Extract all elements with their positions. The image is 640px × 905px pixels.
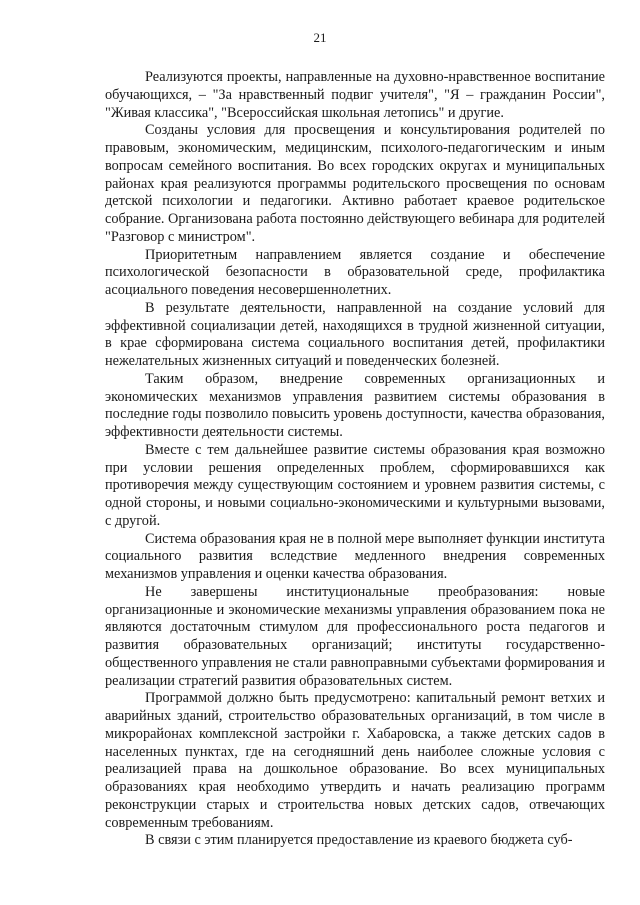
paragraph-4: В результате деятельности, направленной на создание условий для эффективной социализации детей, находящихся в трудной жизненной ситуации, в крае сформирована система социального воспитания детей, профилактики нежелательных жизненных ситуаций и поведенческих болезней.	[105, 299, 605, 369]
paragraph-9: Программой должно быть предусмотрено: капитальный ремонт ветхих и аварийных зданий, строительство образовательных организаций, в том числе в микрорайонах комплексной застройки г. Хабаровска, а также детских садов в населенных пунктах, где на сегодняшний день наиболее сложные условия с реализацией права на дошкольное образование. Во всех муниципальных образованиях края необходимо утвердить и начать реализацию программ реконструкции старых и строительства новых детских садов, отвечающих современным требованиям.	[105, 690, 605, 831]
page-number: 21	[313, 30, 327, 45]
paragraph-3: Приоритетным направлением является создание и обеспечение психологической безопасности в образовательной среде, профилактика асоциального поведения несовершеннолетних.	[105, 246, 605, 298]
paragraph-1: Реализуются проекты, направленные на духовно-нравственное воспитание обучающихся, – "За нравственный подвиг учителя", "Я – гражданин России", "Живая классика", "Всероссийская школьная летопись" и другие.	[105, 69, 605, 121]
paragraph-5: Таким образом, внедрение современных организационных и экономических механизмов управления развитием системы образования в последние годы позволило повысить уровень доступности, качества образования, эффективности деятельности системы.	[105, 370, 605, 440]
paragraph-2: Созданы условия для просвещения и консультирования родителей по правовым, экономическим, медицинским, психолого-педагогическим и иным вопросам семейного воспитания. Во всех городских округах и муниципальных районах края реализуются программы родительского просвещения по основам детской психологии и педагогики. Активно работает краевое родительское собрание. Организована работа постоянно действующего вебинара для родителей "Разговор с министром".	[105, 122, 605, 245]
body-text	[105, 69, 605, 850]
paragraph-8: Не завершены институциональные преобразования: новые организационные и экономические механизмы управления образованием пока не являются достаточным стимулом для профессионального роста педагогов и развития образовательных организаций; институты государственно-общественного управления не стали равноправными субъектами формирования и реализации стратегий развития образовательных систем.	[105, 583, 605, 689]
paragraph-6: Вместе с тем дальнейшее развитие системы образования края возможно при условии решения определенных проблем, сформировавшихся как противоречия между существующим состоянием и уровнем развития системы, с одной стороны, и новыми социально-экономическими и культурными вызовами, с другой.	[105, 441, 605, 529]
paragraph-7: Система образования края не в полной мере выполняет функции института социального развития вследствие медленного внедрения современных механизмов управления и оценки качества образования.	[105, 530, 605, 582]
paragraph-10: В связи с этим планируется предоставление из краевого бюджета суб-	[145, 832, 573, 849]
